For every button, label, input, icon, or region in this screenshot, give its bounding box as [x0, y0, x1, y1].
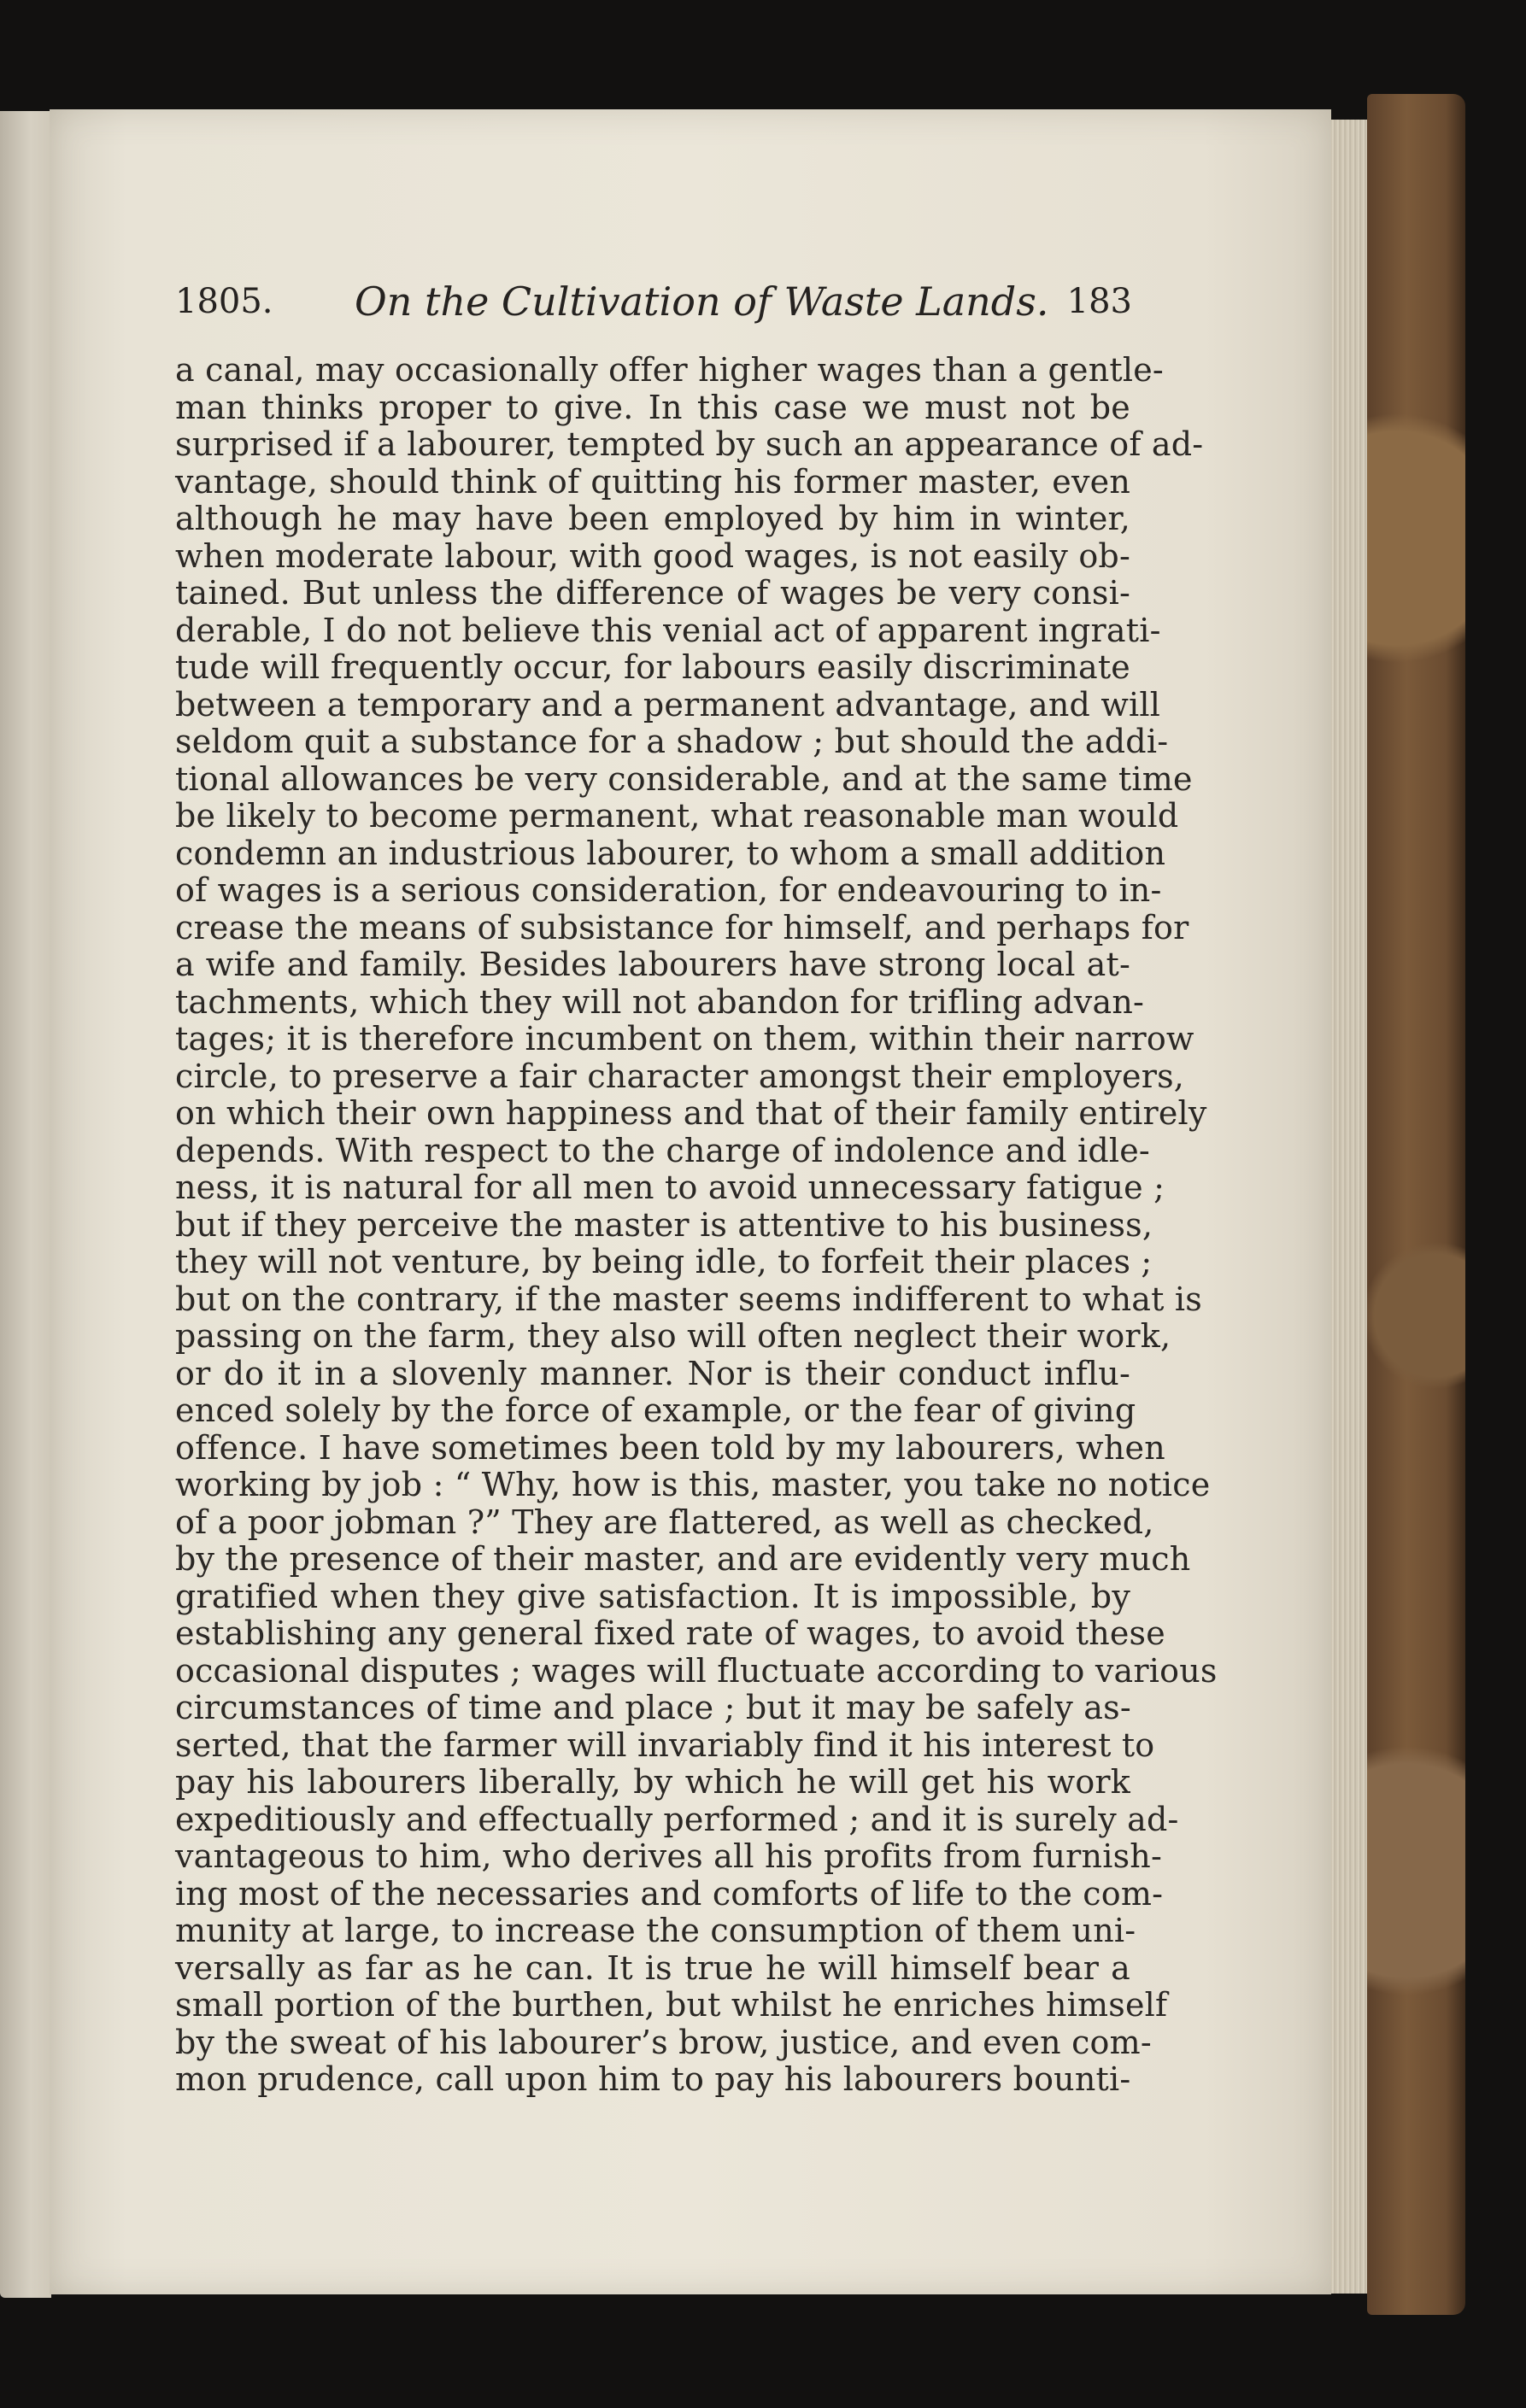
text-line: offence. I have sometimes been told by my labourers, when	[175, 1428, 1165, 1467]
text-line: vantage, should think of quitting his former master, even	[175, 462, 1130, 501]
text-line: by the presence of their master, and are evidently very much	[175, 1540, 1191, 1578]
text-line: be likely to become permanent, what reasonable man would	[175, 797, 1179, 835]
previous-page-edge	[0, 111, 51, 2298]
text-line: enced solely by the force of example, or the fear of giving	[175, 1391, 1136, 1429]
page-number: 183	[1066, 282, 1132, 321]
text-line: expeditiously and effectually performed ; and it is surely ad-	[175, 1800, 1179, 1838]
book-cover-edge	[1367, 94, 1465, 2315]
text-line: on which their own happiness and that of their family entirely	[175, 1094, 1207, 1132]
header-year: 1805.	[175, 282, 273, 321]
text-line: vantageous to him, who derives all his profits from furnish-	[175, 1837, 1162, 1875]
text-line: mon prudence, call upon him to pay his labourers bounti-	[175, 2060, 1131, 2098]
text-line: but if they perceive the master is attentive to his business,	[175, 1205, 1153, 1244]
text-line: of wages is a serious consideration, for endeavouring to in-	[175, 871, 1162, 909]
text-line: tachments, which they will not abandon for trifling advan-	[175, 982, 1145, 1021]
header-title: On the Cultivation of Waste Lands.	[355, 278, 1049, 325]
text-line: seldom quit a substance for a shadow ; but should the addi-	[175, 723, 1169, 760]
text-line: establishing any general fixed rate of wages, to avoid these	[175, 1614, 1165, 1652]
text-line: depends. With respect to the charge of indolence and idle-	[175, 1131, 1150, 1169]
text-line: gratified when they give satisfaction. It is impossible, by	[175, 1577, 1130, 1615]
text-line: although he may have been employed by him in winter,	[175, 500, 1130, 537]
text-line: circle, to preserve a fair character amongst their employers,	[175, 1057, 1185, 1095]
text-line: munity at large, to increase the consumption of them uni-	[175, 1912, 1136, 1949]
text-line: ness, it is natural for all men to avoid unnecessary fatigue ;	[175, 1169, 1165, 1206]
text-line: by the sweat of his labourer’s brow, justice, and even com-	[175, 2023, 1152, 2061]
text-line: a canal, may occasionally offer higher wages than a gentle-	[175, 351, 1164, 389]
text-line: crease the means of subsistance for himself, and perhaps for	[175, 908, 1189, 946]
text-line: derable, I do not believe this venial act of apparent ingrati-	[175, 611, 1161, 649]
text-line: man thinks proper to give. In this case we must not be	[175, 388, 1130, 426]
text-line: surprised if a labourer, tempted by such an appearance of ad-	[175, 425, 1204, 463]
text-line: versally as far as he can. It is true he will himself bear a	[175, 1948, 1130, 1987]
body-text	[175, 351, 1218, 2099]
text-line: passing on the farm, they also will often neglect their work,	[175, 1317, 1171, 1355]
text-line: serted, that the farmer will invariably find it his interest to	[175, 1725, 1155, 1764]
text-line: condemn an industrious labourer, to whom a small addition	[175, 834, 1166, 872]
text-line: tude will frequently occur, for labours easily discriminate	[175, 648, 1130, 686]
text-line: tional allowances be very considerable, and at the same time	[175, 759, 1193, 798]
text-line: a wife and family. Besides labourers have strong local at-	[175, 946, 1130, 983]
text-line: but on the contrary, if the master seems indifferent to what is	[175, 1280, 1202, 1318]
text-line: they will not venture, by being idle, to forfeit their places ;	[175, 1243, 1153, 1280]
text-line: or do it in a slovenly manner. Nor is their conduct influ-	[175, 1354, 1130, 1392]
text-line: between a temporary and a permanent advantage, and will	[175, 685, 1161, 724]
text-line: small portion of the burthen, but whilst he enriches himself	[175, 1986, 1168, 2024]
text-line: tages; it is therefore incumbent on them, within their narrow	[175, 1020, 1194, 1058]
text-line: occasional disputes ; wages will fluctuate according to various	[175, 1651, 1218, 1690]
text-line: of a poor jobman ?” They are flattered, as well as checked,	[175, 1503, 1154, 1541]
text-line: circumstances of time and place ; but it may be safely as-	[175, 1689, 1131, 1726]
text-line: tained. But unless the difference of wages be very consi-	[175, 574, 1130, 612]
running-header	[175, 278, 1132, 333]
text-line: ing most of the necessaries and comforts of life to the com-	[175, 1874, 1164, 1913]
text-line: working by job : “ Why, how is this, master, you take no notice	[175, 1466, 1211, 1503]
text-line: pay his labourers liberally, by which he will get his work	[175, 1763, 1130, 1801]
text-line: when moderate labour, with good wages, is not easily ob-	[175, 536, 1130, 575]
